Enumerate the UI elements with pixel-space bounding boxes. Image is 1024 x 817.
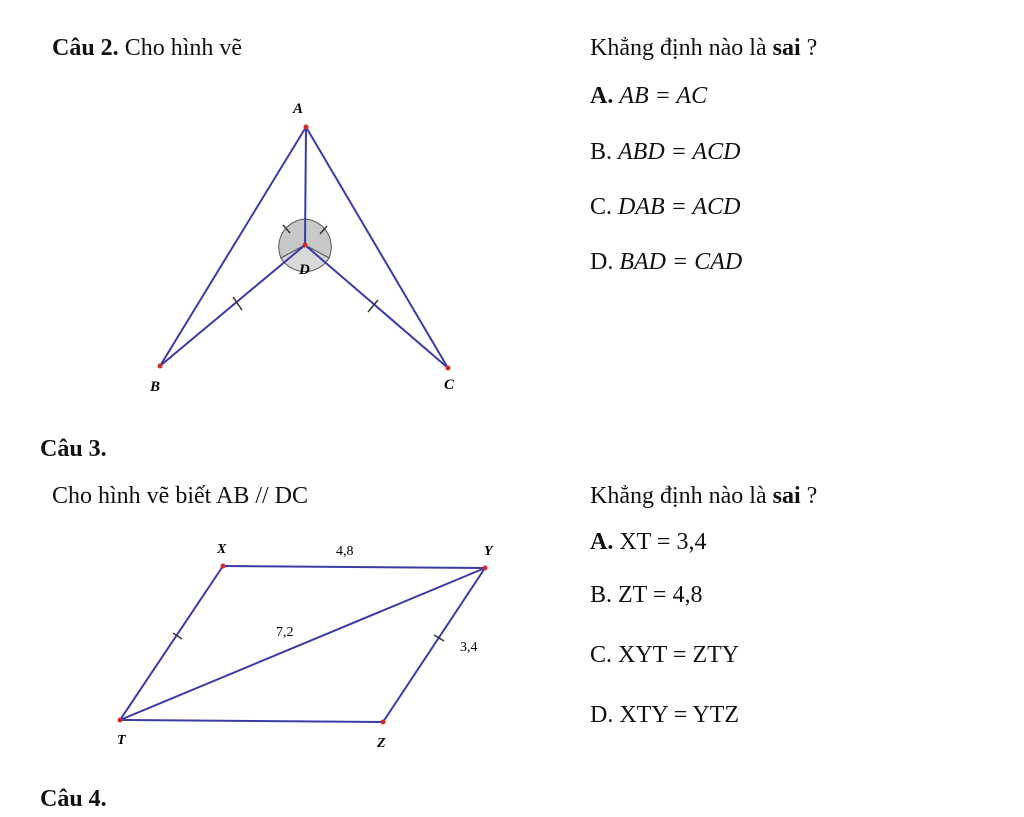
segment-tz: [120, 720, 383, 722]
q3-option-b-label: B.: [590, 582, 613, 608]
q2-option-d-text: BAD = CAD: [619, 249, 743, 275]
point-label-z: Z: [377, 736, 386, 751]
vertex-y: [483, 566, 488, 571]
q3-option-d-label: D.: [590, 702, 614, 728]
segment-xt: [120, 566, 223, 720]
q2-prompt-emphasis: sai: [772, 35, 801, 61]
vertex-z: [381, 720, 386, 725]
q2-option-b-label: B.: [590, 139, 613, 165]
length-label-yz: 3,4: [460, 640, 478, 655]
q4-heading: Câu 4.: [40, 786, 107, 812]
q3-stem: Cho hình vẽ biết AB // DC: [52, 483, 309, 509]
point-label-t: T: [117, 733, 126, 748]
q3-option-c-label: C.: [590, 642, 613, 668]
vertex-t: [118, 718, 123, 723]
q3-option-d-text: XTY = YTZ: [619, 702, 740, 728]
q2-stem: Cho hình vẽ: [124, 35, 243, 61]
point-label-y: Y: [484, 544, 493, 559]
length-label-xy: 4,8: [336, 544, 354, 559]
q3-prompt-end: ?: [800, 483, 818, 509]
point-label-x: X: [217, 542, 227, 557]
q2-option-a-label: A.: [590, 83, 614, 109]
point-label-a: A: [293, 101, 304, 117]
q3-option-c-text: XYT = ZTY: [618, 642, 740, 668]
q2-option-b-text: ABD = ACD: [618, 139, 741, 165]
q2-option-c-text: DAB = ACD: [618, 194, 741, 220]
segment-xy: [223, 566, 485, 568]
point-label-c: C: [444, 377, 455, 393]
point-label-b: B: [150, 379, 161, 395]
point-label-d: D: [299, 262, 310, 278]
q3-prompt-emphasis: sai: [772, 483, 801, 509]
vertex-x: [221, 564, 226, 569]
q2-option-d-label: D.: [590, 249, 614, 275]
q3-heading: Câu 3.: [40, 436, 107, 462]
segment-ty: [120, 568, 485, 720]
length-label-ty: 7,2: [276, 625, 294, 640]
q2-prompt-end: ?: [800, 35, 818, 61]
q3-prompt-text: Khẳng định nào là: [590, 483, 773, 509]
q2-heading: Câu 2.: [52, 35, 119, 61]
q3-option-a-label: A.: [590, 529, 614, 555]
q2-option-c-label: C.: [590, 194, 613, 220]
q2-prompt-text: Khẳng định nào là: [590, 35, 773, 61]
q3-option-b-text: ZT = 4,8: [618, 582, 703, 608]
q3-option-a-text: XT = 3,4: [619, 529, 707, 555]
q2-option-a-text: AB = AC: [619, 83, 708, 109]
